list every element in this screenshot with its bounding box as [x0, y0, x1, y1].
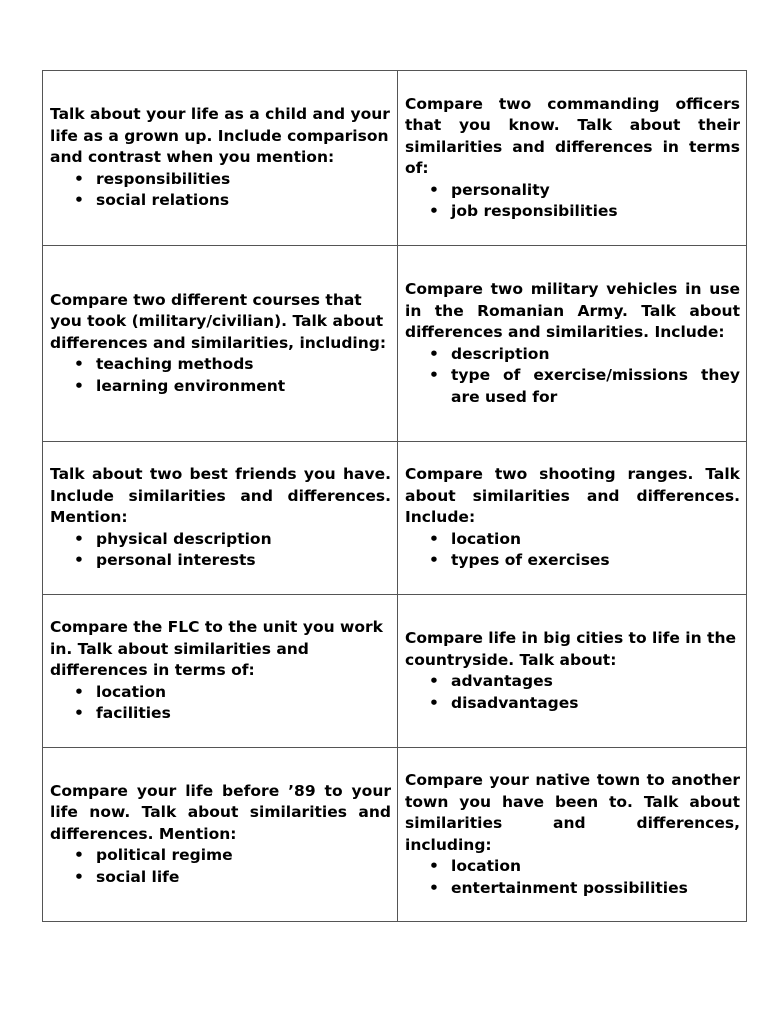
card-bullet-list: [50, 682, 391, 725]
card-prompt: Compare life in big cities to life in the countryside. Talk about:: [405, 629, 736, 669]
card-10: [398, 748, 747, 922]
card-2: [398, 71, 747, 246]
card-row-4: [43, 595, 747, 748]
card-bullet: • job responsibilities: [451, 201, 740, 223]
card-bullet: • location: [451, 856, 740, 878]
card-bullet-list: [405, 180, 740, 223]
card-bullet: • responsibilities: [96, 169, 391, 191]
card-bullet: • location: [451, 529, 740, 551]
card-bullet: • physical description: [96, 529, 391, 551]
card-bullet-list: [405, 671, 740, 714]
card-9: [43, 748, 398, 922]
card-bullet: • description: [451, 344, 740, 366]
card-5: [43, 442, 398, 595]
card-bullet-list: [405, 344, 740, 409]
card-bullet: • teaching methods: [96, 354, 391, 376]
card-3: [43, 246, 398, 442]
card-bullet-list: [50, 845, 391, 888]
card-prompt: Compare your native town to another town you have been to. Talk about similarities and differences, including:: [405, 771, 740, 854]
card-bullet: • personality: [451, 180, 740, 202]
card-bullet: • types of exercises: [451, 550, 740, 572]
card-prompt: Compare two military vehicles in use in the Romanian Army. Talk about differences and similarities. Include:: [405, 280, 740, 341]
card-prompt: Talk about two best friends you have. Include similarities and differences. Mention:: [50, 465, 391, 527]
card-row-1: [43, 71, 747, 246]
card-bullet: • political regime: [96, 845, 391, 867]
card-bullet-list: [50, 354, 391, 397]
card-prompt: Compare your life before ’89 to your life now. Talk about similarities and differences. Mention:: [50, 781, 391, 843]
card-bullet: • personal interests: [96, 550, 391, 572]
card-prompt: Compare the FLC to the unit you work in. Talk about similarities and differences in terms of:: [50, 618, 383, 680]
card-bullet: • learning environment: [96, 376, 391, 398]
card-bullet: • advantages: [451, 671, 740, 693]
card-bullet: • facilities: [96, 703, 391, 725]
card-7: [43, 595, 398, 748]
card-bullet: • social relations: [96, 190, 391, 212]
card-prompt: Talk about your life as a child and your life as a grown up. Include comparison and contrast when you mention:: [50, 105, 390, 167]
card-bullet: • type of exercise/missions they are used for: [451, 365, 740, 408]
card-1: [43, 71, 398, 246]
card-bullet-list: [50, 169, 391, 212]
card-row-3: [43, 442, 747, 595]
speaking-cards-table: [42, 70, 747, 922]
card-bullet-list: [50, 529, 391, 572]
card-bullet: • location: [96, 682, 391, 704]
card-row-2: [43, 246, 747, 442]
card-bullet-list: [405, 529, 740, 572]
card-bullet: • entertainment possibilities: [451, 878, 740, 900]
card-row-5: [43, 748, 747, 922]
card-prompt: Compare two different courses that you took (military/civilian). Talk about differences and similarities, including:: [50, 290, 387, 352]
card-bullet: • social life: [96, 867, 391, 889]
card-8: [398, 595, 747, 748]
card-prompt: Compare two commanding officers that you know. Talk about their similarities and differences in terms of:: [405, 94, 740, 177]
card-bullet-list: [405, 856, 740, 899]
card-4: [398, 246, 747, 442]
card-bullet: • disadvantages: [451, 693, 740, 715]
card-prompt: Compare two shooting ranges. Talk about similarities and differences. Include:: [405, 465, 740, 527]
card-6: [398, 442, 747, 595]
